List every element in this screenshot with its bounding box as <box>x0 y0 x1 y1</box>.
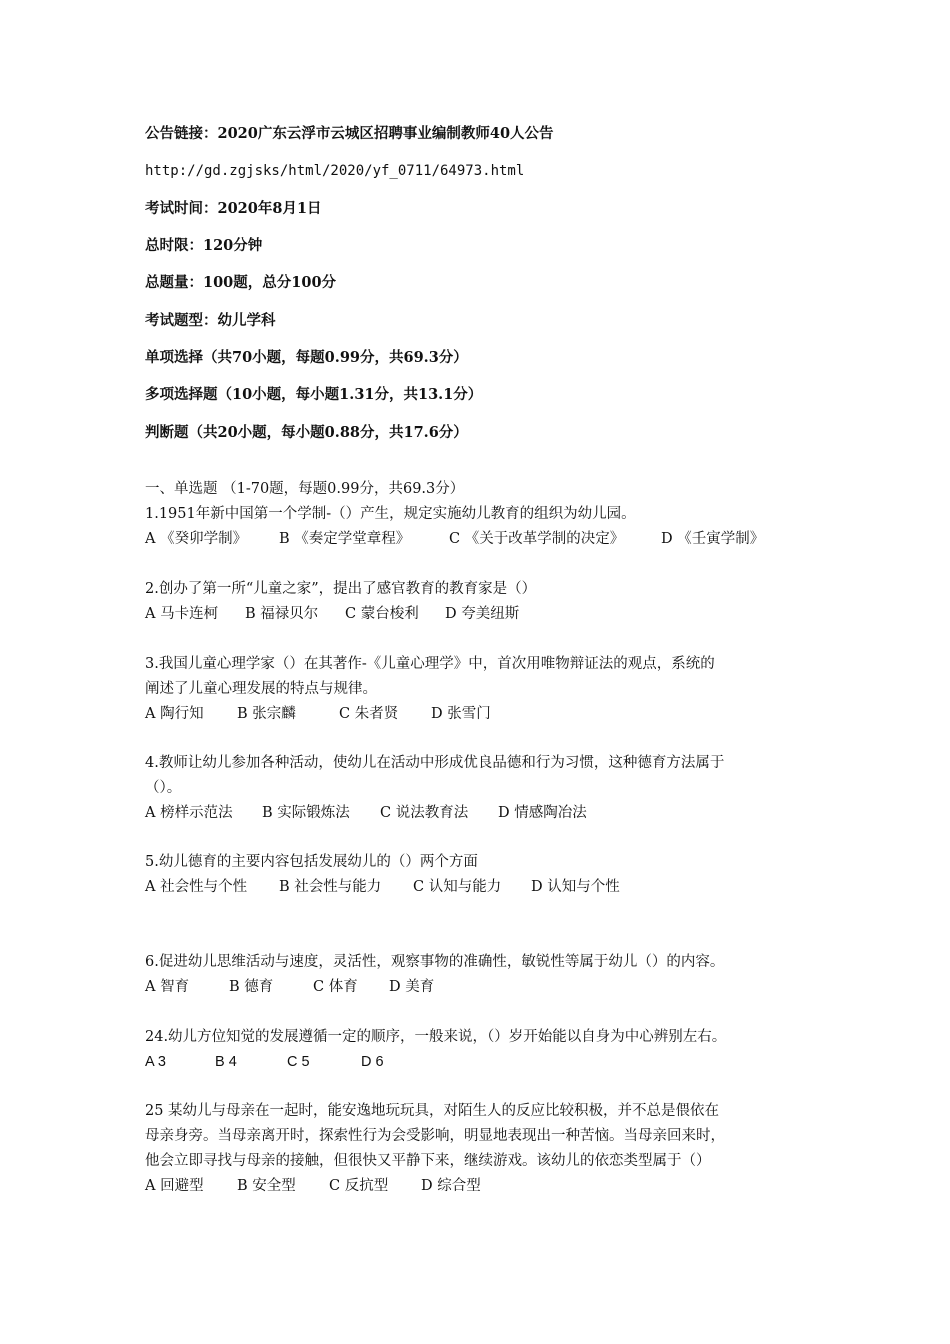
option: C 认知与能力 <box>413 879 502 895</box>
option: D 夸美纽斯 <box>445 606 520 622</box>
total-questions: 总题量：100题，总分100分 <box>145 274 337 291</box>
option: A 榜样示范法 <box>145 805 233 821</box>
option: A 陶行知 <box>145 706 204 722</box>
option: D 综合型 <box>421 1178 481 1194</box>
option: B 《奏定学堂章程》 <box>279 531 411 547</box>
question-text: 母亲身旁。当母亲离开时，探索性行为会受影响，明显地表现出一种苦恼。当母亲回来时， <box>145 1128 725 1144</box>
option: B 张宗麟 <box>237 706 296 722</box>
question-options <box>145 529 764 549</box>
judgement-info: 判断题（共20小题，每小题0.88分，共17.6分） <box>145 424 468 441</box>
option: D 美育 <box>389 979 435 995</box>
section-title: 一、单选题 （1-70题，每题0.99分，共69.3分） <box>145 481 465 497</box>
option: D 张雪门 <box>431 706 491 722</box>
option: B 福禄贝尔 <box>245 606 319 622</box>
option: A 回避型 <box>145 1178 204 1194</box>
option: B 实际锻炼法 <box>262 805 350 821</box>
option: A 马卡连柯 <box>145 606 219 622</box>
question-text: 6.促进幼儿思维活动与速度，灵活性，观察事物的准确性，敏锐性等属于幼儿（）的内容。 <box>145 954 725 970</box>
option: C 《关于改革学制的决定》 <box>449 531 625 547</box>
option: D 情感陶冶法 <box>498 805 587 821</box>
option: C 说法教育法 <box>380 805 469 821</box>
question-options <box>145 1176 481 1196</box>
option: A 3 <box>145 1054 166 1070</box>
question-text: 1.1951年新中国第一个学制-（）产生，规定实施幼儿教育的组织为幼儿园。 <box>145 506 636 522</box>
option: B 安全型 <box>237 1178 296 1194</box>
option: C 5 <box>287 1054 310 1070</box>
question-options <box>145 1052 384 1072</box>
question-text: 24.幼儿方位知觉的发展遵循一定的顺序，一般来说，（）岁开始能以自身为中心辨别左右。 <box>145 1029 727 1045</box>
question-options <box>145 704 491 724</box>
option: C 朱者贤 <box>339 706 399 722</box>
option: C 体育 <box>313 979 358 995</box>
question-options <box>145 977 434 997</box>
option: B 德育 <box>229 979 274 995</box>
announcement-url: http://gd.zgjsks/html/2020/yf_0711/64973.html <box>145 163 525 179</box>
question-options <box>145 803 587 823</box>
question-text: 他会立即寻找与母亲的接触，但很快又平静下来，继续游戏。该幼儿的依恋类型属于（） <box>145 1153 711 1169</box>
option: B 社会性与能力 <box>279 879 382 895</box>
option: C 反抗型 <box>329 1178 389 1194</box>
option: A 社会性与个性 <box>145 879 248 895</box>
duration: 总时限：120分钟 <box>145 237 263 254</box>
question-options <box>145 877 620 897</box>
option: B 4 <box>215 1054 237 1070</box>
question-text: 4.教师让幼儿参加各种活动，使幼儿在活动中形成优良品德和行为习惯，这种德育方法属于 <box>145 755 725 771</box>
option: D 6 <box>361 1054 384 1070</box>
option: C 蒙台梭利 <box>345 606 419 622</box>
exam-time: 考试时间：2020年8月1日 <box>145 200 322 217</box>
question-text: 25 某幼儿与母亲在一起时，能安逸地玩玩具，对陌生人的反应比较积极，并不总是偎依在 <box>145 1103 720 1119</box>
option: D 认知与个性 <box>531 879 620 895</box>
option: D 《壬寅学制》 <box>661 531 765 547</box>
question-options <box>145 604 519 624</box>
single-choice-info: 单项选择（共70小题，每题0.99分，共69.3分） <box>145 349 468 366</box>
question-text: 3.我国儿童心理学家（）在其著作-《儿童心理学》中，首次用唯物辩证法的观点，系统的 <box>145 656 715 672</box>
announcement-line: 公告链接：2020广东云浮市云城区招聘事业编制教师40人公告 <box>145 125 554 142</box>
option: A 《癸卯学制》 <box>145 531 248 547</box>
multi-choice-info: 多项选择题（10小题，每小题1.31分，共13.1分） <box>145 386 483 403</box>
question-text: 5.幼儿德育的主要内容包括发展幼儿的（）两个方面 <box>145 854 478 870</box>
exam-subject: 考试题型：幼儿学科 <box>145 312 276 329</box>
question-text: 阐述了儿童心理发展的特点与规律。 <box>145 681 377 697</box>
question-text: （）。 <box>145 780 182 796</box>
option: A 智育 <box>145 979 190 995</box>
question-text: 2.创办了第一所“儿童之家”，提出了感官教育的教育家是（） <box>145 581 537 597</box>
